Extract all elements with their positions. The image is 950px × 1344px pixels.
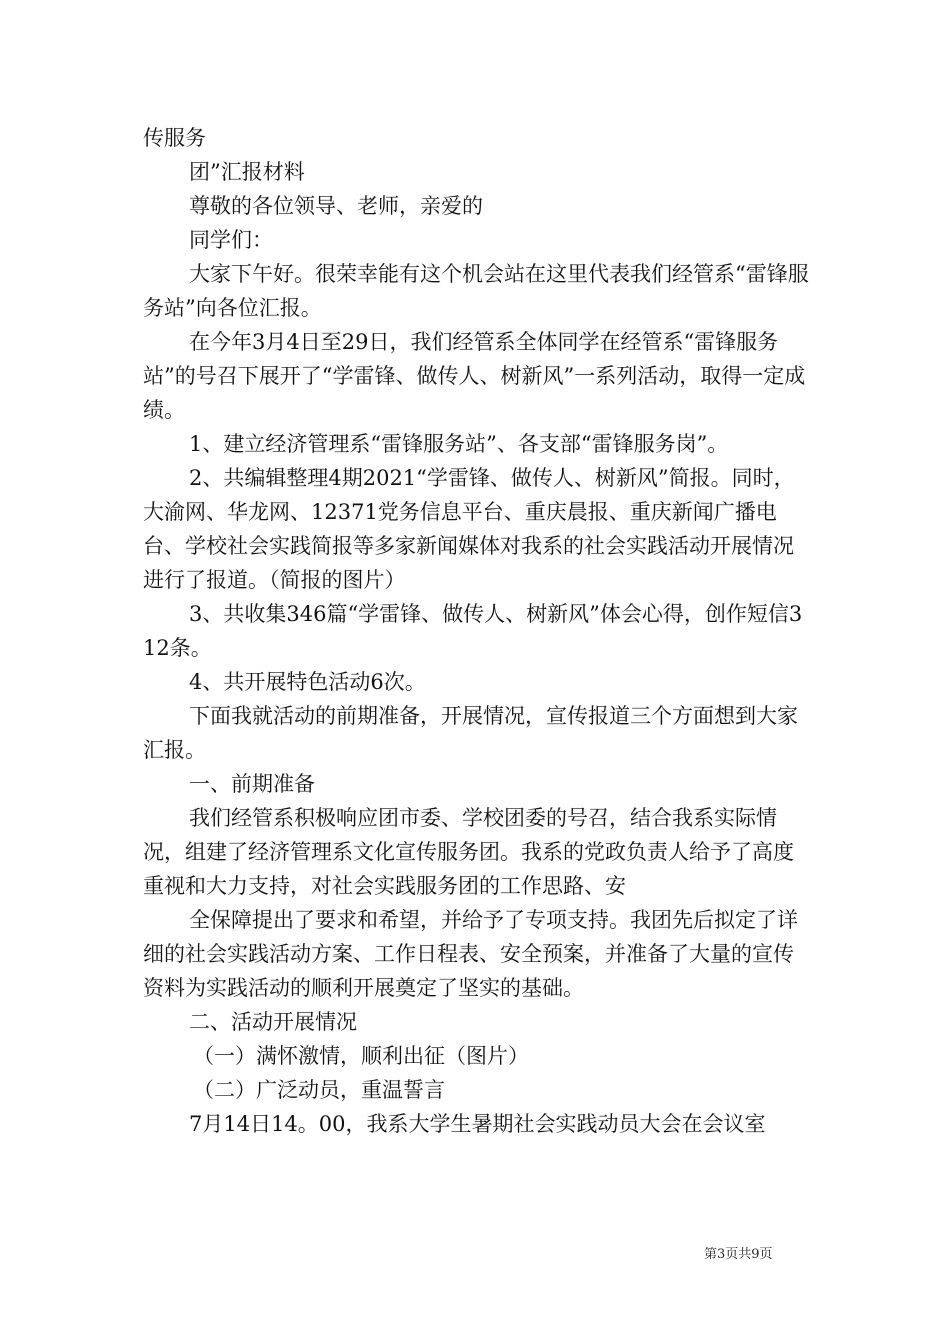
paragraph-title-part1: 传服务 bbox=[143, 126, 206, 150]
paragraph-salutation-cont: 同学们： bbox=[189, 228, 273, 252]
paragraph-preparation-cont: 全保障提出了要求和希望，并给予了专项支持。我团先后拟定了详细的社会实践活动方案、工作日程表、安全预案，并准备了大量的宣传资料为实践活动的顺利开展奠定了坚实的基础。 bbox=[143, 908, 798, 1000]
paragraph-item-4: 4、共开展特色活动6次。 bbox=[189, 670, 426, 694]
paragraph-mobilization: 7月14日14。00，我系大学生暑期社会实践动员大会在会议室 bbox=[189, 1112, 766, 1136]
page-number: 第3页共9页 bbox=[704, 1247, 773, 1262]
section-heading-activities: 二、活动开展情况 bbox=[189, 1010, 357, 1034]
section-heading-preparation: 一、前期准备 bbox=[189, 772, 315, 796]
paragraph-salutation: 尊敬的各位领导、老师，亲爱的 bbox=[189, 194, 483, 218]
paragraph-preparation: 我们经管系积极响应团市委、学校团委的号召，结合我系实际情况，组建了经济管理系文化宣传服务团。我系的党政负责人给予了高度重视和大力支持，对社会实践服务团的工作思路、安 bbox=[143, 806, 794, 898]
subheading-1: （一）满怀激情，顺利出征（图片） bbox=[193, 1044, 529, 1068]
paragraph-item-2: 2、共编辑整理4期2021“学雷锋、做传人、树新风”简报。同时，大渝网、华龙网、12371党务信息平台、重庆晨报、重庆新闻广播电台、学校社会实践简报等多家新闻媒体对我系的社会实践活动开展情况进行了报道。（简报的图片） bbox=[143, 466, 795, 592]
subheading-2: （二）广泛动员，重温誓言 bbox=[193, 1078, 445, 1102]
paragraph-intro: 在今年3月4日至29日，我们经管系全体同学在经管系“雷锋服务站”的号召下展开了“学雷锋、做传人、树新风”一系列活动，取得一定成绩。 bbox=[143, 330, 806, 422]
paragraph-item-1: 1、建立经济管理系“雷锋服务站”、各支部“雷锋服务岗”。 bbox=[189, 432, 729, 456]
paragraph-greeting: 大家下午好。很荣幸能有这个机会站在这里代表我们经管系“雷锋服务站”向各位汇报。 bbox=[143, 262, 809, 320]
paragraph-title-part2: 团”汇报材料 bbox=[189, 160, 305, 184]
paragraph-overview: 下面我就活动的前期准备，开展情况，宣传报道三个方面想到大家汇报。 bbox=[143, 704, 798, 762]
paragraph-item-3: 3、共收集346篇“学雷锋、做传人、树新风”体会心得，创作短信312条。 bbox=[143, 602, 803, 660]
document-body bbox=[143, 121, 811, 1141]
